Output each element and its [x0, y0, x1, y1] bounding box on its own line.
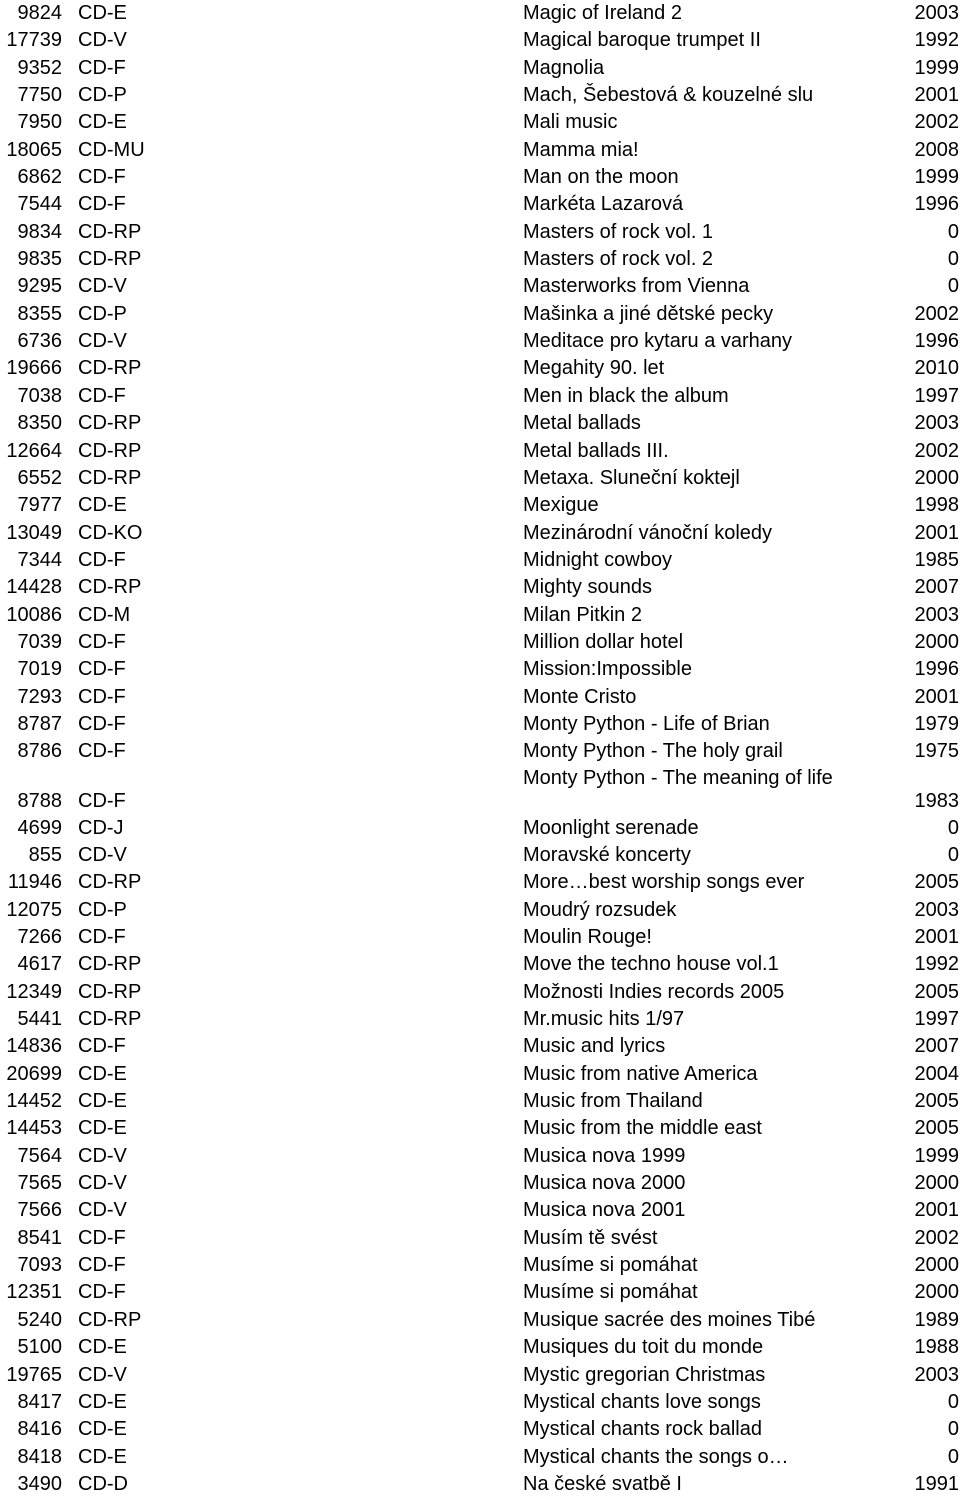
- catalog-id: 4699: [17, 816, 62, 839]
- catalog-id: 8350: [17, 412, 62, 435]
- release-year: 1992: [914, 953, 959, 976]
- album-title: Mali music: [523, 111, 618, 134]
- album-title: Moonlight serenade: [523, 816, 699, 839]
- catalog-id: 18065: [6, 138, 62, 161]
- album-title: Magnolia: [523, 56, 605, 79]
- album-title: Music from the middle east: [523, 1117, 762, 1140]
- release-year: 2004: [914, 1062, 959, 1085]
- catalog-id: 7019: [17, 658, 62, 681]
- table-row: [0, 1088, 960, 1115]
- catalog-id: 5441: [17, 1008, 62, 1031]
- release-year: 2007: [914, 1035, 959, 1058]
- table-row: [0, 766, 960, 815]
- category-code: CD-F: [78, 712, 126, 735]
- catalog-id: 7266: [17, 926, 62, 948]
- release-year: 0: [947, 1418, 959, 1441]
- release-year: 2005: [914, 871, 959, 894]
- catalog-id: 8418: [17, 1445, 62, 1468]
- category-code: CD-P: [78, 302, 127, 325]
- category-code: CD-RP: [78, 576, 142, 599]
- category-code: CD-E: [78, 1445, 127, 1468]
- album-title: Music from Thailand: [523, 1090, 703, 1113]
- table-row: [0, 869, 960, 896]
- album-title: Mašinka a jiné dětské pecky: [523, 302, 774, 325]
- category-code: CD-F: [78, 1281, 126, 1304]
- category-code: CD-RP: [78, 871, 142, 894]
- catalog-id: 7038: [17, 384, 62, 407]
- catalog-id: 7544: [17, 193, 62, 216]
- category-code: CD-F: [78, 926, 126, 948]
- release-year: 1991: [914, 1472, 959, 1495]
- release-year: 2005: [914, 1117, 959, 1140]
- catalog-id: 7564: [17, 1144, 62, 1167]
- release-year: 1992: [914, 29, 959, 52]
- album-title: Mission:Impossible: [523, 658, 692, 681]
- table-row: [0, 815, 960, 842]
- table-row: [0, 1279, 960, 1306]
- table-row: [0, 684, 960, 711]
- category-code: CD-E: [78, 1117, 127, 1140]
- album-title: Men in black the album: [523, 384, 729, 407]
- category-code: CD-F: [78, 1226, 126, 1249]
- category-code: CD-E: [78, 1336, 127, 1359]
- category-code: CD-V: [78, 29, 127, 52]
- album-title: Monte Cristo: [523, 685, 637, 708]
- category-code: CD-V: [78, 1172, 127, 1195]
- release-year: 2001: [914, 685, 959, 708]
- catalog-id: 9834: [17, 220, 62, 243]
- catalog-id: 12664: [6, 439, 62, 462]
- album-title: Music and lyrics: [523, 1035, 666, 1058]
- catalog-id: 14452: [6, 1090, 62, 1113]
- category-code: CD-V: [78, 843, 127, 866]
- album-title: Magic of Ireland 2: [523, 2, 682, 24]
- release-year: 1997: [914, 384, 959, 407]
- table-row: [0, 191, 960, 218]
- category-code: CD-E: [78, 1062, 127, 1085]
- release-year: 1999: [914, 56, 959, 79]
- release-year: 2002: [914, 1226, 959, 1249]
- table-row: [0, 82, 960, 109]
- release-year: 2001: [914, 521, 959, 544]
- album-title: Monty Python - The meaning of life: [523, 766, 833, 789]
- catalog-id: 9824: [17, 2, 62, 24]
- category-code: CD-P: [78, 84, 127, 107]
- table-row: [0, 328, 960, 355]
- catalog-id: 7977: [17, 494, 62, 517]
- table-row: [0, 1170, 960, 1197]
- catalog-id: 11946: [7, 871, 62, 894]
- album-title: Magical baroque trumpet II: [523, 29, 761, 52]
- album-title: Markéta Lazarová: [523, 193, 684, 216]
- table-row: [0, 1471, 960, 1498]
- album-title: Musica nova 2000: [523, 1172, 686, 1195]
- album-title: Musica nova 2001: [523, 1199, 686, 1222]
- album-title: Metaxa. Sluneční koktejl: [523, 466, 740, 489]
- release-year: 2005: [914, 980, 959, 1003]
- release-year: 2000: [914, 466, 959, 489]
- release-year: 2000: [914, 1172, 959, 1195]
- release-year: 1988: [914, 1336, 959, 1359]
- category-code: CD-F: [78, 630, 126, 653]
- release-year: 2000: [914, 1254, 959, 1277]
- catalog-id: 6736: [17, 330, 62, 353]
- category-code: CD-RP: [78, 412, 142, 435]
- release-year: 2007: [914, 576, 959, 599]
- catalog-id: 9352: [17, 56, 62, 79]
- catalog-id: 6862: [17, 166, 62, 189]
- table-row: [0, 246, 960, 273]
- release-year: 0: [947, 248, 959, 271]
- catalog-id: 7750: [17, 84, 62, 107]
- release-year: 0: [947, 1390, 959, 1413]
- category-code: CD-E: [78, 111, 127, 134]
- release-year: 1999: [914, 1144, 959, 1167]
- catalog-id: 7565: [17, 1172, 62, 1195]
- release-year: 2003: [914, 898, 959, 921]
- category-code: CD-P: [78, 898, 127, 921]
- category-code: CD-E: [78, 1418, 127, 1441]
- catalog-id: 14428: [6, 576, 62, 599]
- catalog-id: 14836: [6, 1035, 62, 1058]
- category-code: CD-MU: [78, 138, 145, 161]
- table-row: [0, 164, 960, 191]
- category-code: CD-F: [78, 658, 126, 681]
- category-code: CD-V: [78, 1144, 127, 1167]
- release-year: 0: [947, 843, 959, 866]
- category-code: CD-F: [78, 56, 126, 79]
- album-title: Na české svatbě I: [523, 1472, 682, 1495]
- album-title: Mighty sounds: [523, 576, 652, 599]
- table-row: [0, 355, 960, 382]
- release-year: 1997: [914, 1008, 959, 1031]
- album-title: Musiques du toit du monde: [523, 1336, 764, 1359]
- table-row: [0, 1444, 960, 1471]
- album-title: Moravské koncerty: [523, 843, 691, 866]
- catalog-id: 7293: [17, 685, 62, 708]
- album-title: Million dollar hotel: [523, 630, 684, 653]
- table-row: [0, 410, 960, 437]
- album-title: Megahity 90. let: [523, 357, 665, 380]
- category-code: CD-D: [78, 1472, 128, 1495]
- album-title: Mystical chants rock ballad: [523, 1418, 762, 1441]
- table-row: [0, 273, 960, 300]
- release-year: 2002: [914, 439, 959, 462]
- catalog-id: 19765: [6, 1363, 62, 1386]
- table-row: [0, 738, 960, 765]
- catalog-id: 7566: [17, 1199, 62, 1222]
- release-year: 1979: [914, 712, 959, 735]
- album-title: Mystical chants the songs o…: [523, 1445, 789, 1468]
- catalog-id: 7344: [17, 548, 62, 571]
- table-row: [0, 1061, 960, 1088]
- table-row: [0, 656, 960, 683]
- category-code: CD-E: [78, 494, 127, 517]
- table-row: [0, 383, 960, 410]
- catalog-id: 10086: [6, 603, 62, 626]
- category-code: CD-F: [78, 740, 126, 763]
- category-code: CD-F: [78, 193, 126, 216]
- category-code: CD-E: [78, 1090, 127, 1113]
- category-code: CD-RP: [78, 220, 142, 243]
- table-row: [0, 27, 960, 54]
- release-year: 2005: [914, 1090, 959, 1113]
- table-row: [0, 219, 960, 246]
- album-title: Mexigue: [523, 494, 599, 517]
- table-row: [0, 602, 960, 629]
- catalog-id: 17739: [6, 29, 62, 52]
- release-year: 2000: [914, 630, 959, 653]
- album-title: Možnosti Indies records 2005: [523, 980, 785, 1003]
- category-code: CD-F: [78, 384, 126, 407]
- album-title: Mystic gregorian Christmas: [523, 1363, 766, 1386]
- album-title: Musím tě svést: [523, 1226, 658, 1249]
- category-code: CD-RP: [78, 1308, 142, 1331]
- category-code: CD-F: [78, 1035, 126, 1058]
- catalog-id: 8786: [17, 740, 62, 763]
- table-row: [0, 897, 960, 924]
- album-title: Mamma mia!: [523, 138, 639, 161]
- table-row: [0, 1006, 960, 1033]
- category-code: CD-E: [78, 1390, 127, 1413]
- release-year: 2003: [914, 412, 959, 435]
- album-title: Monty Python - The holy grail: [523, 740, 783, 763]
- album-title: Masterworks from Vienna: [523, 275, 750, 298]
- table-row: [0, 1115, 960, 1142]
- table-row: [0, 465, 960, 492]
- album-title: Musíme si pomáhat: [523, 1281, 698, 1304]
- release-year: 2001: [914, 926, 959, 948]
- album-title: Masters of rock vol. 1: [523, 220, 714, 243]
- release-year: 1975: [914, 740, 959, 763]
- release-year: 0: [947, 816, 959, 839]
- album-title: Moudrý rozsudek: [523, 898, 677, 921]
- catalog-id: 12349: [6, 980, 62, 1003]
- category-code: CD-V: [78, 330, 127, 353]
- catalog-id: 12351: [6, 1281, 62, 1304]
- catalog-id: 6552: [17, 466, 62, 489]
- release-year: 2008: [914, 138, 959, 161]
- album-title: Monty Python - Life of Brian: [523, 712, 770, 735]
- catalog-id: 8417: [17, 1390, 62, 1413]
- catalog-id: 9835: [17, 248, 62, 271]
- table-row: [0, 492, 960, 519]
- album-title: Mach, Šebestová & kouzelné slu: [523, 84, 814, 107]
- catalog-id: 8541: [17, 1226, 62, 1249]
- table-row: [0, 711, 960, 738]
- release-year: 2001: [914, 84, 959, 107]
- table-row: [0, 1334, 960, 1361]
- release-year: 1989: [914, 1308, 959, 1331]
- album-title: Moulin Rouge!: [523, 926, 652, 948]
- category-code: CD-RP: [78, 1008, 142, 1031]
- table-row: [0, 1307, 960, 1334]
- album-title: Musique sacrée des moines Tibé: [523, 1308, 816, 1331]
- catalog-id: 8416: [17, 1418, 62, 1441]
- release-year: 1983: [914, 789, 959, 812]
- album-title: Metal ballads III.: [523, 439, 669, 462]
- catalog-id: 3490: [17, 1472, 62, 1495]
- album-title: Mezinárodní vánoční koledy: [523, 521, 773, 544]
- category-code: CD-RP: [78, 248, 142, 271]
- release-year: 2000: [914, 1281, 959, 1304]
- table-row: [0, 1143, 960, 1170]
- category-code: CD-V: [78, 275, 127, 298]
- album-title: More…best worship songs ever: [523, 871, 805, 894]
- release-year: 0: [947, 275, 959, 298]
- category-code: CD-V: [78, 1363, 127, 1386]
- release-year: 1998: [914, 494, 959, 517]
- album-title: Milan Pitkin 2: [523, 603, 642, 626]
- release-year: 2002: [914, 302, 959, 325]
- release-year: 1985: [914, 548, 959, 571]
- album-title: Midnight cowboy: [523, 548, 672, 571]
- catalog-id: 8787: [17, 712, 62, 735]
- table-row: [0, 1033, 960, 1060]
- category-code: CD-F: [78, 1254, 126, 1277]
- catalog-id: 8355: [17, 302, 62, 325]
- release-year: 2003: [914, 2, 959, 24]
- album-title: Music from native America: [523, 1062, 758, 1085]
- table-row: [0, 438, 960, 465]
- table-row: [0, 1252, 960, 1279]
- album-title: Musica nova 1999: [523, 1144, 686, 1167]
- album-title: Mystical chants love songs: [523, 1390, 761, 1413]
- album-title: Move the techno house vol.1: [523, 953, 779, 976]
- catalog-id: 14453: [6, 1117, 62, 1140]
- table-row: [0, 842, 960, 869]
- album-title: Mr.music hits 1/97: [523, 1008, 685, 1031]
- category-code: CD-V: [78, 1199, 127, 1222]
- category-code: CD-F: [78, 685, 126, 708]
- catalog-id: 20699: [6, 1062, 62, 1085]
- table-row: [0, 951, 960, 978]
- release-year: 0: [947, 220, 959, 243]
- table-row: [0, 1389, 960, 1416]
- category-code: CD-M: [78, 603, 131, 626]
- category-code: CD-RP: [78, 357, 142, 380]
- table-row: [0, 629, 960, 656]
- table-row: [0, 137, 960, 164]
- table-row: [0, 55, 960, 82]
- table-row: [0, 1416, 960, 1443]
- category-code: CD-KO: [78, 521, 143, 544]
- category-code: CD-RP: [78, 953, 142, 976]
- table-row: [0, 979, 960, 1006]
- catalog-id: 12075: [6, 898, 62, 921]
- table-row: [0, 1225, 960, 1252]
- catalog-id: 7093: [17, 1254, 62, 1277]
- album-title: Masters of rock vol. 2: [523, 248, 714, 271]
- category-code: CD-J: [78, 816, 124, 839]
- table-row: [0, 1362, 960, 1389]
- category-code: CD-F: [78, 166, 126, 189]
- table-row: [0, 547, 960, 574]
- catalog-id: 855: [28, 843, 62, 866]
- release-year: 1996: [914, 330, 959, 353]
- release-year: 2003: [914, 1363, 959, 1386]
- table-row: [0, 1197, 960, 1224]
- category-code: CD-F: [78, 789, 126, 812]
- table-row: [0, 574, 960, 601]
- catalog-id: 7039: [17, 630, 62, 653]
- album-title: Meditace pro kytaru a varhany: [523, 330, 793, 353]
- release-year: 0: [947, 1445, 959, 1468]
- catalog-id: 5240: [17, 1308, 62, 1331]
- category-code: CD-F: [78, 548, 126, 571]
- category-code: CD-E: [78, 2, 127, 24]
- category-code: CD-RP: [78, 466, 142, 489]
- release-year: 2010: [914, 357, 959, 380]
- album-title: Man on the moon: [523, 166, 679, 189]
- category-code: CD-RP: [78, 980, 142, 1003]
- release-year: 1996: [914, 658, 959, 681]
- album-title: Musíme si pomáhat: [523, 1254, 698, 1277]
- catalog-id: 19666: [6, 357, 62, 380]
- table-row: [0, 924, 960, 951]
- catalog-id: 9295: [17, 275, 62, 298]
- catalog-id: 7950: [17, 111, 62, 134]
- release-year: 2003: [914, 603, 959, 626]
- release-year: 2002: [914, 111, 959, 134]
- release-year: 1999: [914, 166, 959, 189]
- catalog-id: 13049: [6, 521, 62, 544]
- category-code: CD-RP: [78, 439, 142, 462]
- catalog-id: 5100: [17, 1336, 62, 1359]
- album-title: Metal ballads: [523, 412, 641, 435]
- catalog-id: 8788: [17, 789, 62, 812]
- release-year: 1996: [914, 193, 959, 216]
- table-row: [0, 520, 960, 547]
- release-year: 2001: [914, 1199, 959, 1222]
- table-row: [0, 301, 960, 328]
- catalog-id: 4617: [17, 953, 62, 976]
- table-row: [0, 109, 960, 136]
- table-row: [0, 0, 960, 27]
